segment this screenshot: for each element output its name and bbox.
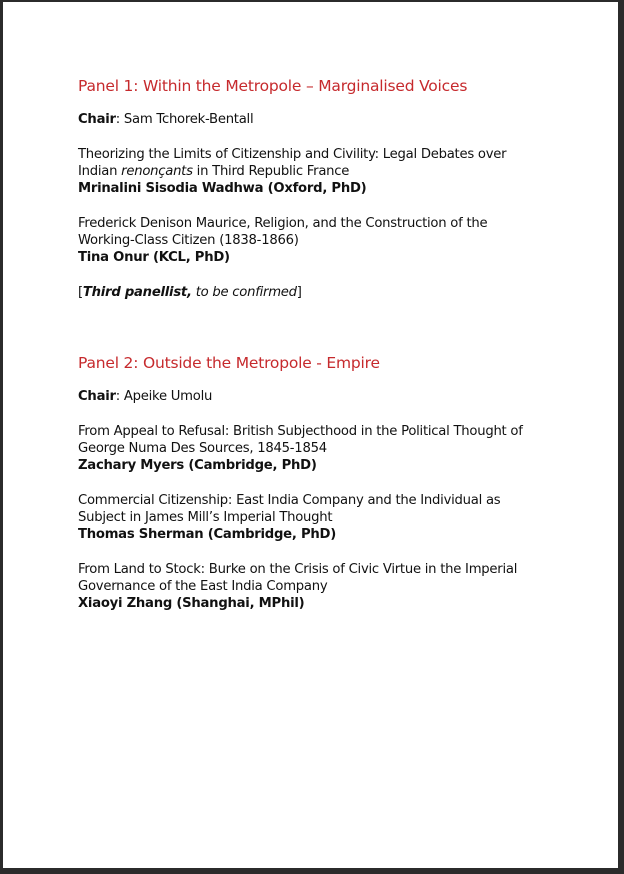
panel-1-tbc xyxy=(78,284,598,301)
chair-label: Chair xyxy=(78,112,116,127)
chair-name: Apeike Umolu xyxy=(123,389,213,404)
paper-title-line-1: Commercial Citizenship: East India Company and the Individual as xyxy=(78,493,501,508)
panel-1-paper-1 xyxy=(78,146,598,197)
panel-2-chair xyxy=(78,388,598,405)
chair-label: Chair xyxy=(78,389,116,404)
paper-title-line-2 xyxy=(78,163,598,180)
chair-separator: : xyxy=(115,389,124,404)
paper-title-text: in Third Republic France xyxy=(192,164,350,179)
paper-presenter: Mrinalini Sisodia Wadhwa (Oxford, PhD) xyxy=(78,181,367,196)
panel-2-title: Panel 2: Outside the Metropole - Empire xyxy=(78,354,380,372)
chair-separator: : xyxy=(115,112,124,127)
paper-title-line-1: From Land to Stock: Burke on the Crisis of Civic Virtue in the Imperial xyxy=(78,562,518,577)
paper-title-line-2: Governance of the East India Company xyxy=(78,579,328,594)
panel-2-paper-2 xyxy=(78,492,598,543)
paper-title-line-2: George Numa Des Sources, 1845-1854 xyxy=(78,441,327,456)
panel-1-chair xyxy=(78,111,598,128)
paper-title-line-2: Working-Class Citizen (1838-1866) xyxy=(78,233,299,248)
paper-presenter: Xiaoyi Zhang (Shanghai, MPhil) xyxy=(78,596,305,611)
paper-presenter: Zachary Myers (Cambridge, PhD) xyxy=(78,458,317,473)
paper-title-text: Indian xyxy=(78,164,122,179)
tbc-note: to be confirmed xyxy=(191,285,297,300)
paper-presenter: Tina Onur (KCL, PhD) xyxy=(78,250,230,265)
panel-1-title: Panel 1: Within the Metropole – Marginalised Voices xyxy=(78,77,468,95)
panel-1-paper-2 xyxy=(78,215,598,266)
panel-2-paper-3 xyxy=(78,561,598,612)
bracket-open: [ xyxy=(78,285,83,300)
chair-name: Sam Tchorek-Bentall xyxy=(123,112,254,127)
paper-title-line-1: Theorizing the Limits of Citizenship and Civility: Legal Debates over xyxy=(78,147,507,162)
tbc-label: Third panellist, xyxy=(82,285,192,300)
document-page xyxy=(3,2,618,868)
paper-presenter: Thomas Sherman (Cambridge, PhD) xyxy=(78,527,336,542)
paper-title-line-1: Frederick Denison Maurice, Religion, and the Construction of the xyxy=(78,216,488,231)
paper-title-line-2: Subject in James Mill’s Imperial Thought xyxy=(78,510,333,525)
paper-title-line-1: From Appeal to Refusal: British Subjecthood in the Political Thought of xyxy=(78,424,523,439)
paper-title-italic-term: renonçants xyxy=(121,164,193,179)
bracket-close: ] xyxy=(296,285,302,300)
panel-2-paper-1 xyxy=(78,423,598,474)
